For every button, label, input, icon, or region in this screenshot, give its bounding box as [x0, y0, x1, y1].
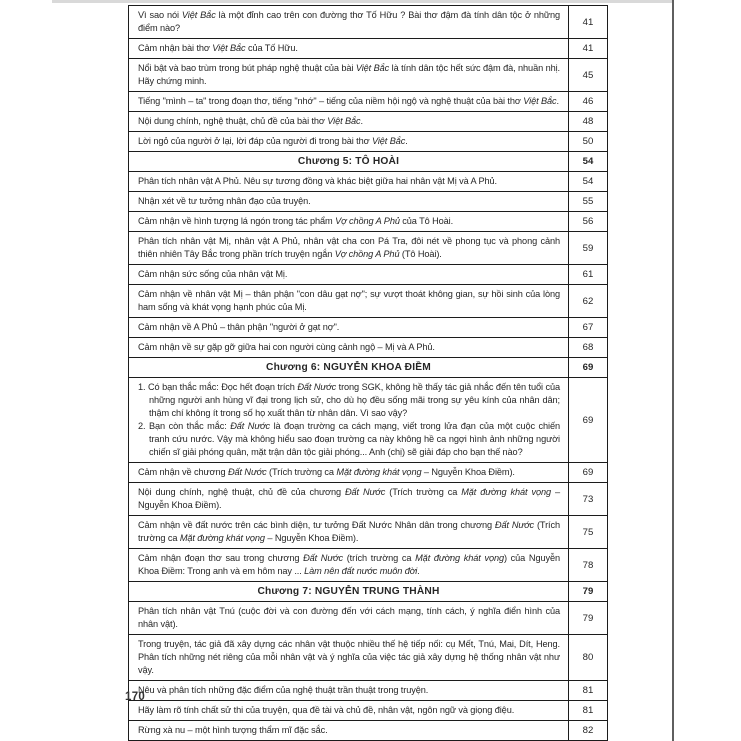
entry-page-number: 79 [569, 582, 608, 602]
entry-page-number: 78 [569, 549, 608, 582]
entry-text: là tính dân tộc hết sức đậm đà, nhuần nhị. Hãy chứng minh. [138, 63, 560, 86]
work-title-italic: Mặt đường khát vọng [461, 487, 551, 497]
entry-text: Hãy làm rõ tính chất sử thi của truyện, qua đề tài và chủ đề, nhân vật, ngôn ngữ và giọng điệu. [138, 705, 515, 715]
chapter-title [129, 358, 569, 378]
toc-row [129, 59, 608, 92]
toc-row [129, 192, 608, 212]
work-title-italic: Đất Nước [303, 553, 343, 563]
entry-page-number: 68 [569, 338, 608, 358]
entry-title [129, 6, 569, 39]
entry-paragraph [138, 420, 560, 459]
toc-row [129, 39, 608, 59]
work-title-italic: Mặt đường khát vọng [415, 553, 504, 563]
entry-page-number: 81 [569, 681, 608, 701]
entry-text: (Trích trường ca [266, 467, 337, 477]
entry-text: Cảm nhận về chương [138, 467, 228, 477]
entry-page-number: 61 [569, 265, 608, 285]
entry-text: Cảm nhận đoạn thơ sau trong chương [138, 553, 304, 563]
entry-paragraph [138, 605, 560, 631]
entry-paragraph [133, 155, 564, 168]
entry-paragraph [138, 9, 560, 35]
entry-paragraph [138, 466, 560, 479]
toc-row [129, 681, 608, 701]
entry-page-number: 54 [569, 152, 608, 172]
work-title-italic: Đất Nước [227, 467, 267, 477]
work-title-italic: Đất Nước [345, 487, 386, 497]
entry-paragraph [138, 268, 560, 281]
toc-row [129, 483, 608, 516]
entry-text: Phân tích nhân vật Tnú (cuộc đời và con đường đến với cách mạng, tính cách, ý nghĩa điển hình của nhân vật). [138, 606, 560, 629]
entry-title [129, 112, 569, 132]
footer-page-number: 170 [125, 691, 146, 703]
toc-row [129, 232, 608, 265]
toc-chapter-row [129, 358, 608, 378]
work-title-italic: Việt Bắc [355, 63, 390, 73]
entry-title [129, 192, 569, 212]
entry-paragraph [138, 321, 560, 334]
entry-paragraph [133, 361, 564, 374]
entry-paragraph [138, 381, 560, 420]
entry-text: Tiếng "mình – ta" trong đoạn thơ, tiếng "nhớ" – tiếng của niềm hội ngộ và nghệ thuật của bài thơ [138, 96, 524, 106]
entry-page-number: 59 [569, 232, 608, 265]
entry-text: Nội dung chính, nghệ thuật, chủ đề của bài thơ [138, 116, 328, 126]
entry-title [129, 378, 569, 463]
entry-title [129, 602, 569, 635]
entry-title [129, 232, 569, 265]
entry-text: Phân tích nhân vật Mị, nhân vật A Phủ, nhân vật cha con Pá Tra, đôi nét về phong tục và phong cảnh thiên nhiên Tây Bắc trong phần trích truyện ngắn [138, 236, 560, 259]
entry-text: (Tô Hoài). [399, 249, 442, 259]
entry-text: Nhận xét về tư tưởng nhân đạo của truyện. [138, 196, 311, 206]
chapter-title [129, 582, 569, 602]
entry-text: trong SGK, không hề thấy tác giả nhắc đến tên tuổi của những người anh hùng vĩ đại trong lịch sử, cho dù họ đều sống mãi trong sự yêu kính của nhân dân; thậm chí không ít trong số họ xuất thân từ nhân dân. Vì sao vậy? [149, 382, 560, 418]
entry-text: ) của Nguyễn Khoa Điềm: Trong anh và em hôm nay ... [138, 553, 560, 576]
entry-page-number: 67 [569, 318, 608, 338]
entry-paragraph [138, 95, 560, 108]
entry-paragraph [138, 235, 560, 261]
entry-paragraph [138, 724, 560, 737]
entry-title [129, 635, 569, 681]
entry-paragraph [138, 195, 560, 208]
work-title-italic: Việt Bắc [181, 10, 216, 20]
entry-text: Cảm nhận về sự gặp gỡ giữa hai con người cùng cảnh ngộ – Mị và A Phủ. [138, 342, 435, 352]
toc-row [129, 701, 608, 721]
toc-row [129, 112, 608, 132]
entry-title [129, 59, 569, 92]
entry-page-number: 69 [569, 378, 608, 463]
entry-page-number: 62 [569, 285, 608, 318]
entry-text: Cảm nhận về nhân vật Mị – thân phận "con dâu gạt nợ"; sự vượt thoát không gian, sự hồi sinh của lòng ham sống và khát vọng hạnh phúc của Mị. [138, 289, 560, 312]
entry-paragraph [138, 135, 560, 148]
work-title-italic: Vợ chồng A Phủ [335, 216, 400, 226]
work-title-italic: Làm nên đất nước muôn đời [304, 566, 418, 576]
entry-text: Lời ngỏ của người ở lại, lời đáp của người đi trong bài thơ [138, 136, 372, 146]
entry-paragraph [138, 486, 560, 512]
entry-title [129, 132, 569, 152]
entry-paragraph [133, 585, 564, 598]
toc-row [129, 338, 608, 358]
entry-text: . [556, 96, 559, 106]
work-title-italic: Đất Nước [494, 520, 535, 530]
entry-text: Cảm nhận bài thơ [138, 43, 213, 53]
entry-title [129, 212, 569, 232]
entry-page-number: 41 [569, 6, 608, 39]
work-title-italic: Việt Bắc [327, 116, 361, 126]
entry-text: là đoạn trường ca cách mạng, viết trong lửa đạn của một cuộc chiến tranh cứu nước. Vậy mà không hiểu sao đoạn trường ca này không hề ca ngợi hình ảnh những người chiến sĩ giải phóng quân, mặt trận dân tộc giải phóng... Anh (chị) sẽ giải đáp cho bạn thế nào? [149, 421, 561, 457]
toc-row [129, 378, 608, 463]
work-title-italic: Mặt đường khát vọng [336, 467, 422, 477]
entry-text: Cảm nhận về A Phủ – thân phận "người ở gạt nợ". [138, 322, 340, 332]
entry-text: Nổi bật và bao trùm trong bút pháp nghệ thuật của bài [138, 63, 356, 73]
entry-text: – Nguyễn Khoa Điềm). [264, 533, 359, 543]
entry-title [129, 681, 569, 701]
entry-text: của Tố Hữu. [245, 43, 298, 53]
toc-row [129, 132, 608, 152]
entry-text: Rừng xà nu – một hình tượng thẩm mĩ đặc sắc. [138, 725, 328, 735]
toc-row [129, 602, 608, 635]
work-title-italic: Việt Bắc [371, 136, 406, 146]
work-title-italic: Đất Nước [230, 421, 271, 431]
entry-page-number: 73 [569, 483, 608, 516]
entry-page-number: 80 [569, 635, 608, 681]
toc-row [129, 285, 608, 318]
entry-paragraph [138, 552, 560, 578]
toc-row [129, 6, 608, 39]
scan-top-strip [52, 0, 673, 3]
entry-page-number: 82 [569, 721, 608, 741]
toc-chapter-row [129, 152, 608, 172]
entry-text: của Tô Hoài. [399, 216, 454, 226]
entry-page-number: 56 [569, 212, 608, 232]
entry-text: (Trích trường ca [138, 520, 561, 543]
entry-text: (Trích trường ca [385, 487, 462, 497]
entry-page-number: 79 [569, 602, 608, 635]
entry-title [129, 721, 569, 741]
entry-text: Nêu và phân tích những đặc điểm của nghệ thuật trần thuật trong truyện. [138, 685, 429, 695]
entry-paragraph [138, 175, 560, 188]
entry-text: Cảm nhận về hình tượng lá ngón trong tác phẩm [138, 216, 336, 226]
entry-page-number: 48 [569, 112, 608, 132]
toc-row [129, 721, 608, 741]
entry-text: Phân tích nhân vật A Phủ. Nêu sự tương đồng và khác biệt giữa hai nhân vật Mị và A Phủ. [138, 176, 498, 186]
entry-text: Trong truyện, tác giả đã xây dựng các nhân vật thuộc nhiều thế hệ tiếp nối: cụ Mết, Tnú, Mai, Dít, Heng. Phân tích những nét riêng của mỗi nhân vật và ý nghĩa của việc tác giả xây dựng hệ thống nhân vật như vậy. [138, 639, 560, 675]
entry-text: . [405, 136, 408, 146]
toc-row [129, 212, 608, 232]
entry-text: Vì sao nói [138, 10, 182, 20]
entry-page-number: 45 [569, 59, 608, 92]
toc-row [129, 172, 608, 192]
entry-title [129, 549, 569, 582]
entry-page-number: 69 [569, 358, 608, 378]
entry-title [129, 265, 569, 285]
entry-title [129, 285, 569, 318]
work-title-italic: Mặt đường khát vọng [179, 533, 265, 543]
entry-paragraph [138, 519, 560, 545]
entry-page-number: 54 [569, 172, 608, 192]
work-title-italic: Đất Nước [297, 382, 337, 392]
entry-text: (trích trường ca [343, 553, 416, 563]
entry-text: – Nguyễn Khoa Điềm). [138, 487, 561, 510]
entry-title [129, 318, 569, 338]
entry-title [129, 92, 569, 112]
entry-title [129, 463, 569, 483]
entry-text: Cảm nhận về đất nước trên các bình diện, tư tưởng Đất Nước Nhân dân trong chương [138, 520, 495, 530]
entry-page-number: 41 [569, 39, 608, 59]
toc-table [128, 5, 608, 741]
entry-text: Chương 7: NGUYỄN TRUNG THÀNH [257, 586, 440, 597]
toc-row [129, 635, 608, 681]
work-title-italic: Việt Bắc [212, 43, 246, 53]
entry-title [129, 172, 569, 192]
entry-page-number: 50 [569, 132, 608, 152]
entry-paragraph [138, 341, 560, 354]
entry-paragraph [138, 704, 560, 717]
entry-paragraph [138, 684, 560, 697]
entry-page-number: 69 [569, 463, 608, 483]
toc-row [129, 265, 608, 285]
entry-text: 2. Bạn còn thắc mắc: [138, 421, 231, 431]
entry-page-number: 81 [569, 701, 608, 721]
toc-table-container [128, 5, 608, 741]
entry-title [129, 483, 569, 516]
entry-text: . [417, 566, 420, 576]
entry-title [129, 39, 569, 59]
entry-page-number: 55 [569, 192, 608, 212]
toc-row [129, 463, 608, 483]
entry-page-number: 46 [569, 92, 608, 112]
entry-text: là một đỉnh cao trên con đường thơ Tố Hữu ? Bài thơ đậm đà tính dân tộc ở những điểm nào? [138, 10, 560, 33]
toc-row [129, 516, 608, 549]
entry-paragraph [138, 42, 560, 55]
work-title-italic: Vợ chồng A Phủ [334, 249, 400, 259]
toc-row [129, 92, 608, 112]
entry-text: – Nguyễn Khoa Điềm). [421, 467, 515, 477]
chapter-title [129, 152, 569, 172]
scan-page-edge-line [672, 0, 674, 741]
entry-title [129, 338, 569, 358]
entry-page-number: 75 [569, 516, 608, 549]
entry-text: Nội dung chính, nghệ thuật, chủ đề của chương [138, 487, 346, 497]
entry-text: Chương 5: TÔ HOÀI [297, 156, 400, 167]
work-title-italic: Việt Bắc [523, 96, 557, 106]
entry-paragraph [138, 288, 560, 314]
toc-table-body [129, 6, 608, 741]
entry-text: . [360, 116, 363, 126]
toc-row [129, 549, 608, 582]
toc-row [129, 318, 608, 338]
entry-title [129, 701, 569, 721]
entry-text: Chương 6: NGUYỄN KHOA ĐIỀM [266, 362, 431, 373]
entry-title [129, 516, 569, 549]
entry-paragraph [138, 215, 560, 228]
entry-paragraph [138, 115, 560, 128]
toc-chapter-row [129, 582, 608, 602]
entry-text: 1. Có bạn thắc mắc: Đọc hết đoạn trích [138, 382, 298, 392]
entry-paragraph [138, 638, 560, 677]
entry-text: Cảm nhận sức sống của nhân vật Mị. [138, 269, 288, 279]
entry-paragraph [138, 62, 560, 88]
